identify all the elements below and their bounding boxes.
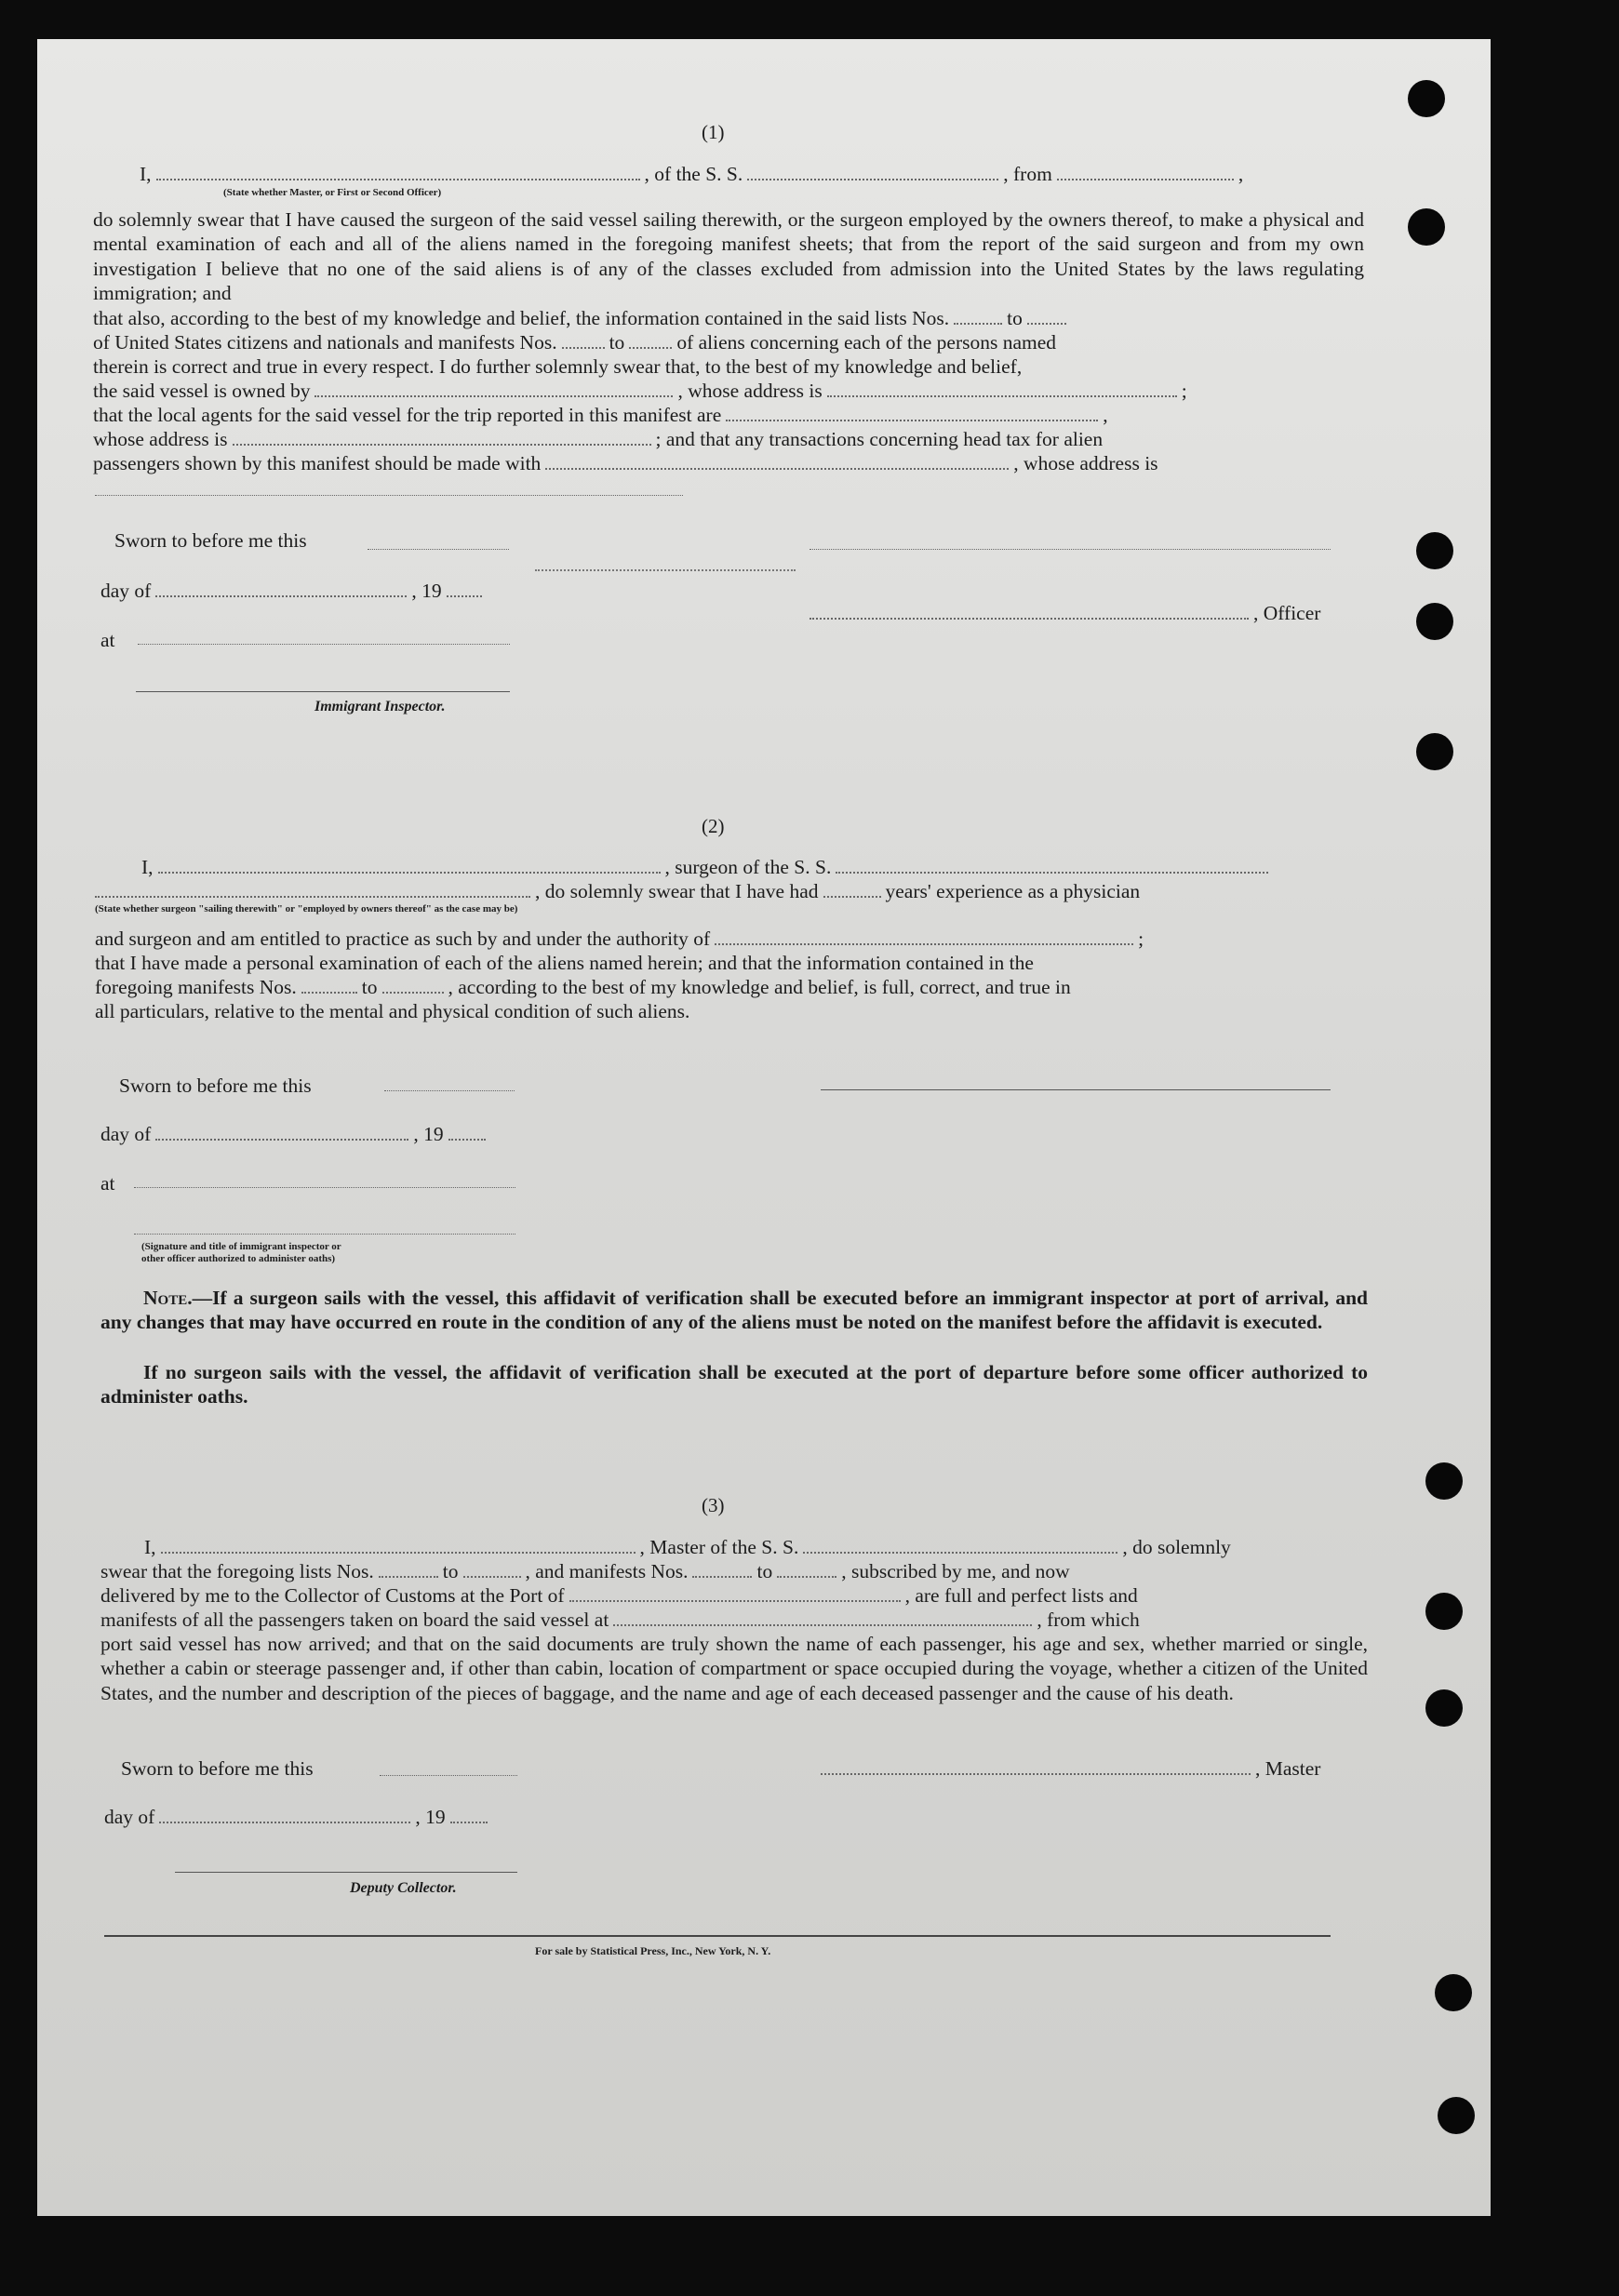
s2-day-of-label: day of , 19: [100, 1122, 490, 1146]
blank-s2-manifests-from[interactable]: [301, 991, 357, 994]
punch-hole: [1416, 532, 1453, 569]
s3-line-1: I, , Master of the S. S. , do solemnly: [144, 1536, 1231, 1558]
blank-s3-lists-from[interactable]: [379, 1575, 438, 1578]
s1-sworn-label: Sworn to before me this: [114, 529, 307, 552]
section-1-number: (1): [702, 121, 725, 143]
blank-manifests-to[interactable]: [629, 346, 672, 349]
blank-owner-address[interactable]: [827, 394, 1177, 397]
s1-line-7: that also, according to the best of my knowledge and belief, the information contained in the said lists Nos. to: [93, 306, 1071, 330]
s2-sworn-label: Sworn to before me this: [119, 1075, 312, 1097]
s1-line-1: I, , of the S. S. , from ,: [140, 163, 1244, 185]
punch-hole: [1408, 80, 1445, 117]
s1-inspector-line[interactable]: [136, 691, 510, 692]
blank-master-signature[interactable]: [821, 1772, 1251, 1775]
punch-hole: [1425, 1593, 1463, 1630]
s1-line-9: therein is correct and true in every respect. I do further solemnly swear that, to the best of my knowledge and belief,: [93, 355, 1023, 378]
s2-line-5: foregoing manifests Nos. to , according to the best of my knowledge and belief, is full, correct, and true in: [95, 976, 1071, 998]
s3-line-2: swear that the foregoing lists Nos. to , and manifests Nos. to , subscribed by me, and now: [100, 1560, 1070, 1582]
blank-s3-vessel[interactable]: [803, 1551, 1117, 1554]
s2-line-1: I, , surgeon of the S. S.: [141, 855, 1273, 879]
s1-sworn-day-line[interactable]: [368, 549, 509, 550]
section-2-number: (2): [702, 815, 725, 837]
s3-body-rest: port said vessel has now arrived; and that on the said documents are truly shown the name of each passenger, his age and sex, whether married or single, whether a cabin or steerage passenger and, if other than cabin, location of compartment or space occupied during the voyage, whether a citizen of the United States, and the number and description of the pieces of baggage, and the name and age of each deceased passenger and the cause of his death.: [100, 1633, 1368, 1704]
s2-officer-signature-line[interactable]: [134, 1234, 515, 1235]
s1-line-11: that the local agents for the said vessel for the trip reported in this manifest are ,: [93, 404, 1108, 426]
blank-lists-from[interactable]: [954, 322, 1002, 325]
s3-line-4: manifests of all the passengers taken on board the said vessel at , from which: [100, 1609, 1140, 1631]
s3-sworn-label: Sworn to before me this: [121, 1757, 314, 1780]
s2-note: Note.—If a surgeon sails with the vessel, this affidavit of verification shall be executed before an immigrant inspector at port of arrival, and any changes that may have occurred en route in the condition of any of the aliens must be noted on the manifest before the affidavit is executed.: [100, 1287, 1368, 1334]
blank-officer-rank[interactable]: [156, 178, 640, 180]
blank-surgeon-name[interactable]: [158, 871, 661, 874]
blank-surgeon-status[interactable]: [95, 895, 530, 898]
blank-manifests-from[interactable]: [562, 346, 605, 349]
s2-line-3: and surgeon and am entitled to practice as such by and under the authority of ;: [95, 928, 1144, 950]
blank-s3-manifests-from[interactable]: [692, 1575, 752, 1578]
blank-years-experience[interactable]: [823, 895, 881, 898]
blank-vessel-name[interactable]: [747, 178, 998, 180]
s1-signature-dots: [535, 569, 796, 571]
blank-local-agents[interactable]: [726, 419, 1098, 421]
blank-officer-signature[interactable]: [810, 617, 1249, 620]
punch-hole: [1438, 2097, 1475, 2134]
punch-hole: [1416, 603, 1453, 640]
blank-s3-manifests-to[interactable]: [777, 1575, 836, 1578]
s1-line-13: passengers shown by this manifest should be made with , whose address is: [93, 452, 1158, 474]
s1-inspector-title: Immigrant Inspector.: [314, 699, 446, 714]
blank-s1-month[interactable]: [155, 594, 407, 597]
footer-rule: [104, 1935, 1331, 1937]
blank-s2-month[interactable]: [155, 1138, 408, 1141]
s3-line-3: delivered by me to the Collector of Customs at the Port of , are full and perfect lists and: [100, 1584, 1138, 1607]
blank-s3-month[interactable]: [159, 1821, 410, 1823]
s1-day-of-label: day of , 19: [100, 579, 487, 603]
s2-line-2: , do solemnly swear that I have had years' experience as a physician: [95, 879, 1140, 903]
s3-day-of-label: day of , 19: [104, 1805, 492, 1829]
s1-at-label: at: [100, 629, 115, 651]
s1-line-8: of United States citizens and nationals and manifests Nos. to of aliens concerning each of the persons named: [93, 331, 1057, 354]
s3-sworn-day-line[interactable]: [380, 1775, 517, 1776]
s2-at-label: at: [100, 1172, 115, 1195]
blank-s2-year[interactable]: [448, 1138, 486, 1141]
blank-lists-to[interactable]: [1027, 322, 1066, 325]
s1-address-line[interactable]: [95, 495, 683, 496]
blank-practice-authority[interactable]: [715, 942, 1133, 945]
s2-note-2: If no surgeon sails with the vessel, the affidavit of verification shall be executed at the port of departure before some officer authorized to administer oaths.: [100, 1361, 1368, 1408]
blank-master-name[interactable]: [161, 1551, 636, 1554]
punch-hole: [1425, 1462, 1463, 1500]
blank-port-of[interactable]: [569, 1599, 901, 1602]
s2-sworn-day-line[interactable]: [384, 1090, 515, 1091]
s2-sig-hint-2: other officer authorized to administer oaths): [141, 1253, 336, 1264]
form-page: [37, 39, 1491, 2216]
s3-master-label: , Master: [821, 1756, 1320, 1781]
s1-line-10: the said vessel is owned by , whose address is ;: [93, 380, 1187, 402]
blank-s3-lists-to[interactable]: [463, 1575, 521, 1578]
blank-boarding-port[interactable]: [613, 1623, 1032, 1626]
s2-line-4: that I have made a personal examination of each of the aliens named herein; and that the information contained in the: [95, 952, 1034, 974]
s2-line-6: all particulars, relative to the mental and physical condition of such aliens.: [95, 1000, 690, 1022]
punch-hole: [1435, 1974, 1472, 2011]
s2-sig-hint-1: (Signature and title of immigrant inspector or: [141, 1241, 341, 1252]
s1-line-12: whose address is ; and that any transactions concerning head tax for alien: [93, 428, 1104, 450]
s3-collector-title: Deputy Collector.: [350, 1880, 457, 1896]
blank-head-tax-contact[interactable]: [545, 467, 1009, 470]
punch-hole: [1425, 1689, 1463, 1727]
blank-s2-manifests-to[interactable]: [382, 991, 444, 994]
s2-at-line[interactable]: [134, 1187, 515, 1188]
s1-officer-label: , Officer: [810, 601, 1320, 625]
blank-from-port[interactable]: [1057, 178, 1234, 180]
s1-signature-line-1[interactable]: [810, 549, 1331, 550]
s3-collector-line[interactable]: [175, 1872, 517, 1873]
printer-footer: For sale by Statistical Press, Inc., New York, N. Y.: [535, 1944, 771, 1957]
punch-hole: [1416, 733, 1453, 770]
blank-agent-address[interactable]: [233, 443, 651, 446]
s2-signature-line[interactable]: [821, 1089, 1331, 1090]
blank-s2-vessel[interactable]: [836, 871, 1268, 874]
blank-s1-year[interactable]: [447, 594, 482, 597]
s1-body-start: do solemnly swear that I have caused the surgeon of the said vessel sailing therewith, or the surgeon employed by the owners thereof, to make a physical and mental examination of each and all of the aliens named in the foregoing manifest sheets; that from the report of the said surgeon and from my own investigation I believe that no one of the said aliens is of any of the classes excluded from admission into the United States by the laws regulating immigration; and: [93, 208, 1364, 305]
blank-owner[interactable]: [314, 394, 673, 397]
s2-status-hint: (State whether surgeon "sailing therewith" or "employed by owners thereof" as the case may be): [95, 903, 518, 914]
blank-s3-year[interactable]: [450, 1821, 488, 1823]
punch-hole: [1408, 208, 1445, 246]
s1-at-line[interactable]: [138, 644, 510, 645]
s1-rank-hint: (State whether Master, or First or Second Officer): [223, 187, 442, 198]
section-3-number: (3): [702, 1494, 725, 1516]
